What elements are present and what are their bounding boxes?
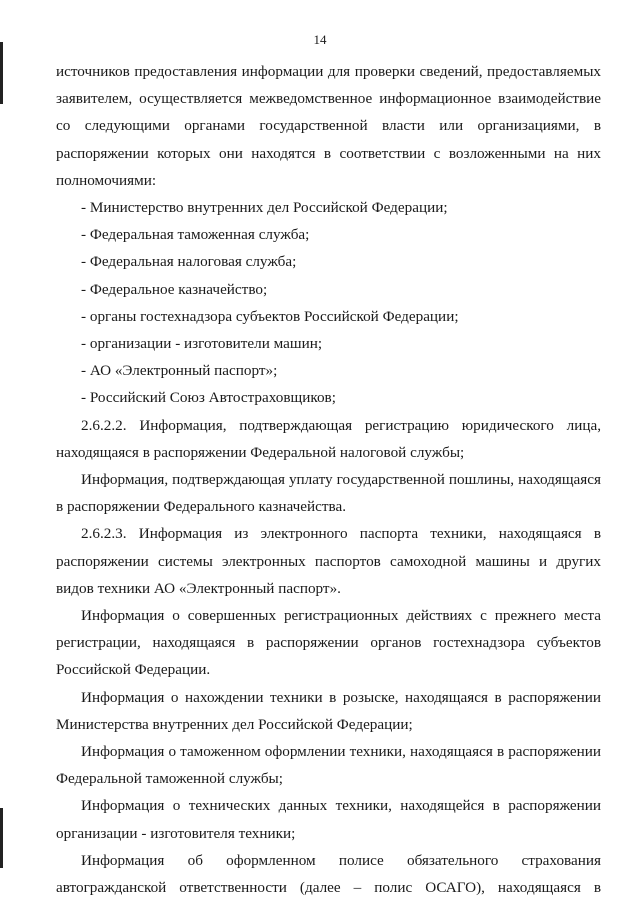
list-item: - Федеральная налоговая служба; (81, 253, 297, 271)
list-item: - АО «Электронный паспорт»; (81, 362, 278, 380)
list-item: - организации - изготовители машин; (81, 335, 323, 353)
paragraph: источников предоставления информации для проверки сведений, предоставляемых заявителем, осуществляется межведомственное информационное взаимодействие со следующими органами государственной власти или организациями, в распоряжении которых они находятся в соответствии с возложенными на них полномочиями: (56, 63, 601, 189)
list-item: - Министерство внутренних дел Российской Федерации; (81, 199, 448, 217)
paragraph: Информация, подтверждающая уплату государственной пошлины, находящаяся в распоряжении Федерального казначейства. (56, 471, 601, 516)
paragraph: 2.6.2.3. Информация из электронного паспорта техники, находящаяся в распоряжении системы электронных паспортов самоходной машины и других видов техники АО «Электронный паспорт». (56, 525, 601, 597)
paragraph: Информация об оформленном полисе обязательного страхования автогражданской ответственности (далее – полис ОСАГО), находящаяся в (56, 851, 601, 897)
page-number: 14 (313, 32, 327, 47)
list-item: - Федеральная таможенная служба; (81, 226, 310, 244)
scan-edge-mark-bottom (0, 808, 3, 868)
paragraph: Информация о совершенных регистрационных действиях с прежнего места регистрации, находящаяся в распоряжении органов гостехнадзора субъектов Российской Федерации. (56, 607, 601, 679)
paragraph: Информация о технических данных техники, находящейся в распоряжении организации - изготовителя техники; (56, 797, 601, 842)
paragraph: Информация о таможенном оформлении техники, находящаяся в распоряжении Федеральной таможенной службы; (56, 743, 601, 788)
document-body (56, 58, 601, 901)
list-item: - Федеральное казначейство; (81, 280, 268, 298)
list-item: - Российский Союз Автостраховщиков; (81, 389, 336, 407)
paragraph: Информация о нахождении техники в розыске, находящаяся в распоряжении Министерства внутренних дел Российской Федерации; (56, 688, 601, 733)
list-item: - органы гостехнадзора субъектов Российской Федерации; (81, 307, 459, 325)
paragraph: 2.6.2.2. Информация, подтверждающая регистрацию юридического лица, находящаяся в распоряжении Федеральной налоговой службы; (56, 416, 601, 461)
scan-edge-mark-top (0, 42, 3, 104)
